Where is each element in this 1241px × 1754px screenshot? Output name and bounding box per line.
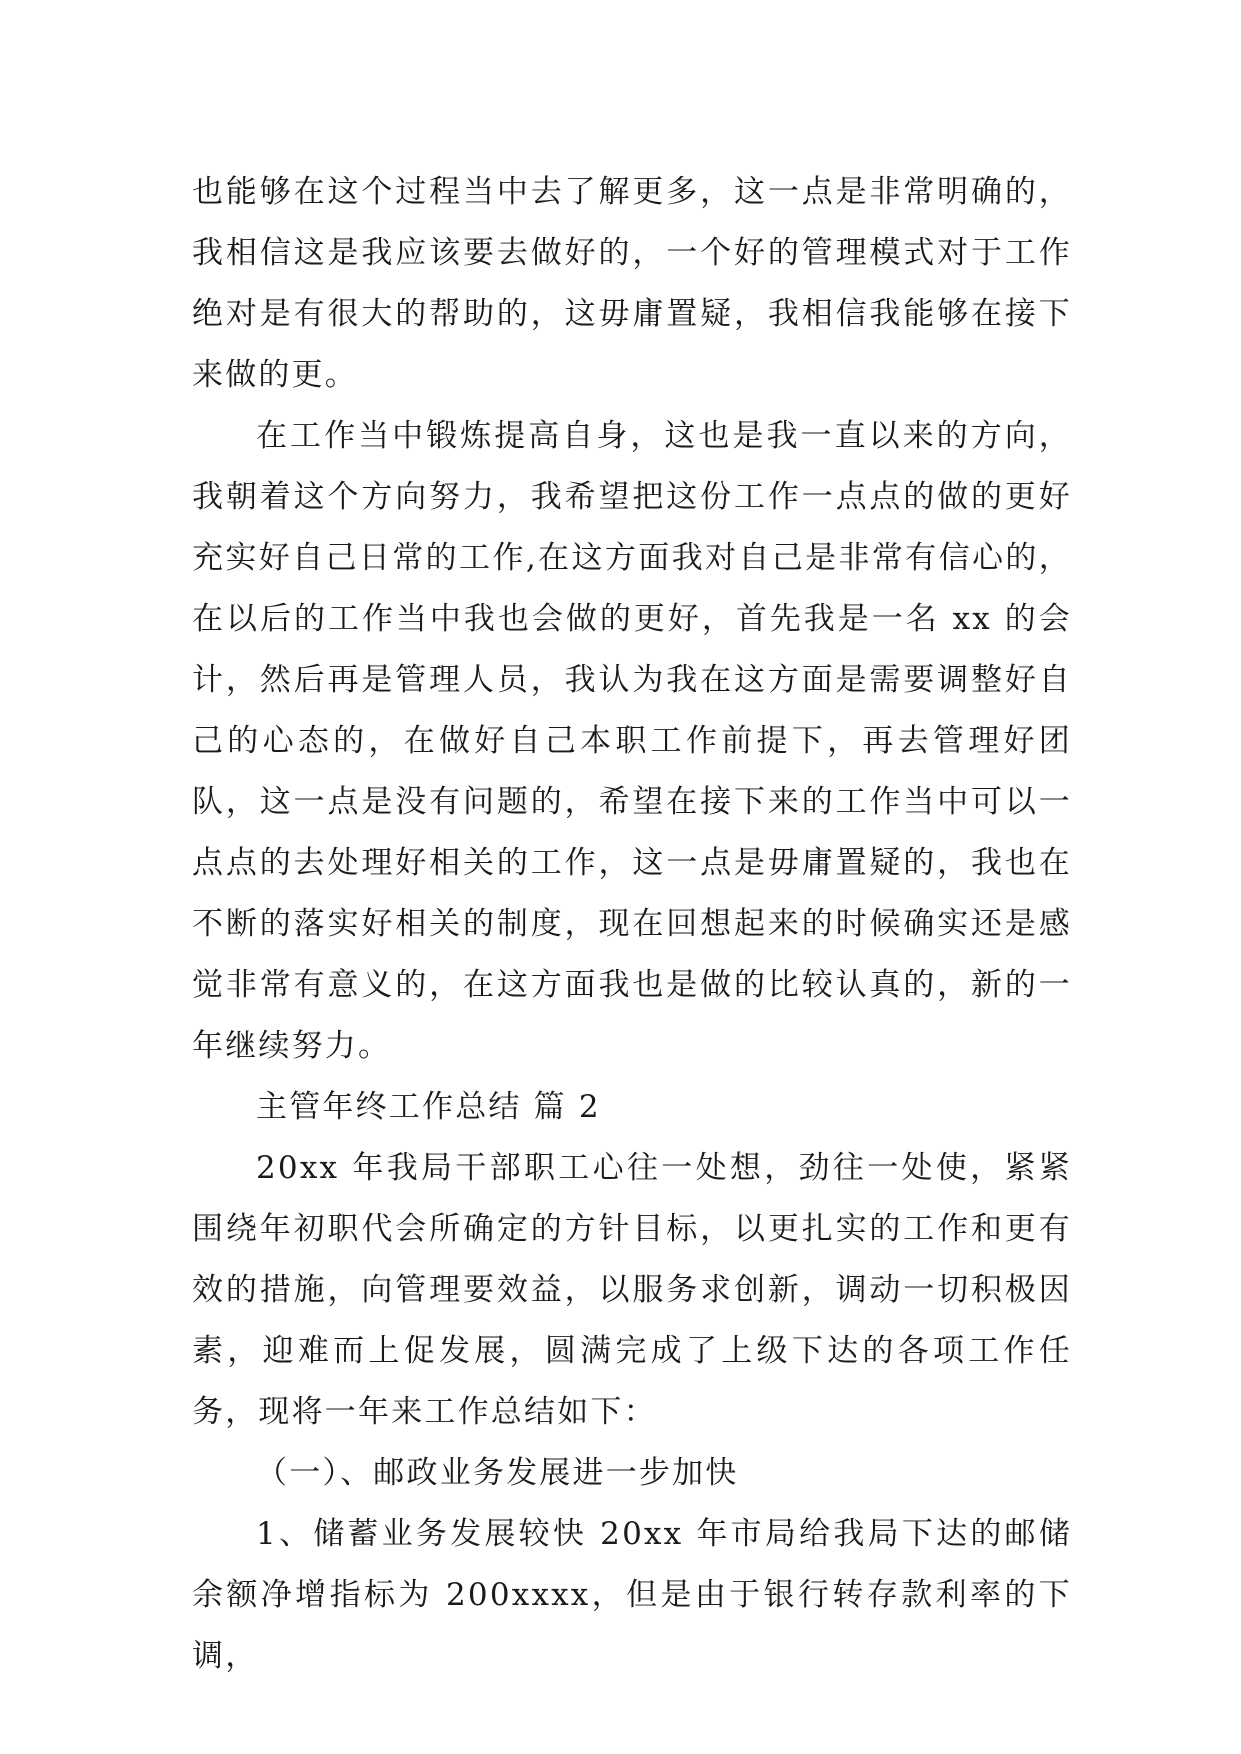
document-body	[192, 162, 1072, 1687]
subsection-heading: （一）、邮政业务发展进一步加快	[256, 1455, 739, 1491]
paragraph-self-improvement: 在工作当中锻炼提高自身，这也是我一直以来的方向，我朝着这个方向努力，我希望把这份工作一点点的做的更好充实好自己日常的工作,在这方面我对自己是非常有信心的，在以后的工作当中我也会做的更好，首先我是一名 xx 的会计，然后再是管理人员，我认为我在这方面是需要调整好自己的心态的，在做好自己本职工作前提下，再去管理好团队，这一点是没有问题的，希望在接下来的工作当中可以一点点的去处理好相关的工作，这一点是毋庸置疑的，我也在不断的落实好相关的制度，现在回想起来的时候确实还是感觉非常有意义的，在这方面我也是做的比较认真的，新的一年继续努力。	[192, 418, 1072, 1064]
paragraph-annual-overview: 20xx 年我局干部职工心往一处想，劲往一处使，紧紧围绕年初职代会所确定的方针目标，以更扎实的工作和更有效的措施，向管理要效益，以服务求创新，调动一切积极因素，迎难而上促发展，圆满完成了上级下达的各项工作任务，现将一年来工作总结如下：	[192, 1150, 1072, 1430]
section-title: 主管年终工作总结 篇 2	[256, 1089, 601, 1125]
paragraph-savings-business: 1、储蓄业务发展较快 20xx 年市局给我局下达的邮储余额净增指标为 200xxxx，但是由于银行转存款利率的下调，	[192, 1516, 1072, 1674]
paragraph-continuation: 也能够在这个过程当中去了解更多，这一点是非常明确的，我相信这是我应该要去做好的，一个好的管理模式对于工作绝对是有很大的帮助的，这毋庸置疑，我相信我能够在接下来做的更。	[192, 174, 1072, 393]
